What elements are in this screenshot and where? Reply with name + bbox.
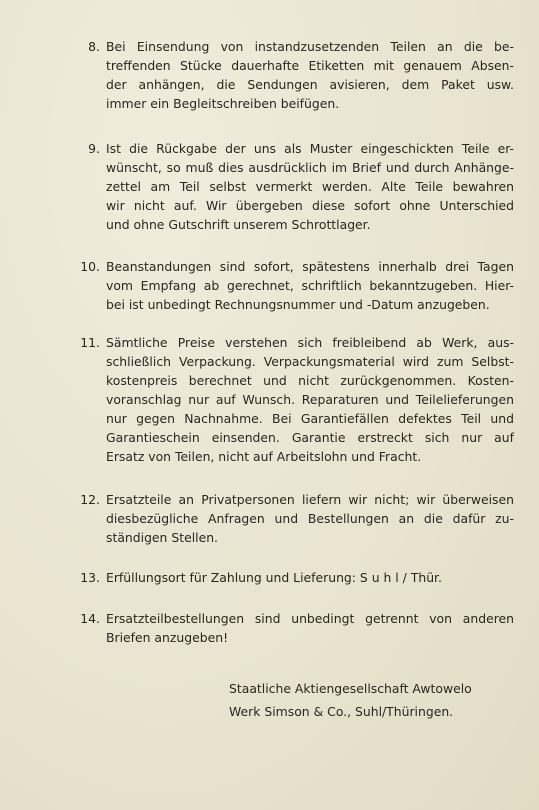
clause-number: 12. bbox=[80, 492, 100, 507]
text-line: schließlich Verpackung. Verpackungsmaterial wird zum Selbst- bbox=[106, 354, 514, 369]
text-line: wir nicht auf. Wir übergeben diese sofort ohne Unterschied bbox=[106, 198, 514, 213]
clause-text bbox=[106, 257, 514, 314]
clause-text bbox=[106, 37, 514, 113]
text-line: Garantieschein einsenden. Garantie erstreckt sich nur auf bbox=[106, 430, 514, 445]
text-line: und ohne Gutschrift unserem Schrottlager. bbox=[106, 217, 371, 232]
text-line: nur gegen Nachnahme. Bei Garantiefällen defektes Teil und bbox=[106, 411, 514, 426]
text-line: immer ein Begleitschreiben beifügen. bbox=[106, 96, 340, 111]
clause-number: 13. bbox=[80, 570, 100, 585]
text-line: Ersatzteile an Privatpersonen liefern wir nicht; wir überweisen bbox=[106, 492, 514, 507]
clause-text bbox=[106, 609, 514, 647]
signature-block bbox=[229, 677, 472, 723]
text-line: bei ist unbedingt Rechnungsnummer und -Datum anzugeben. bbox=[106, 297, 490, 312]
text-line: ständigen Stellen. bbox=[106, 530, 218, 545]
clause-text bbox=[106, 139, 514, 234]
clause-number: 9. bbox=[88, 141, 100, 156]
clause-text bbox=[106, 490, 514, 547]
text-line: treffenden Stücke dauerhafte Etiketten mit genauem Absen- bbox=[106, 58, 514, 73]
text-line: Briefen anzugeben! bbox=[106, 630, 229, 645]
text-line: Beanstandungen sind sofort, spätestens innerhalb drei Tagen bbox=[106, 259, 514, 274]
text-line: kostenpreis berechnet und nicht zurückgenommen. Kosten- bbox=[106, 373, 514, 388]
text-line: Ist die Rückgabe der uns als Muster eingeschickten Teile er- bbox=[106, 141, 514, 156]
clause-text bbox=[106, 568, 514, 587]
text-line: wünscht, so muß dies ausdrücklich im Brief und durch Anhänge- bbox=[106, 160, 514, 175]
clause-number: 14. bbox=[80, 611, 100, 626]
text-line: vom Empfang ab gerechnet, schriftlich bekanntzugeben. Hier- bbox=[106, 278, 514, 293]
clause-number: 10. bbox=[80, 259, 100, 274]
clause-text bbox=[106, 333, 514, 466]
clause-number: 8. bbox=[88, 39, 100, 54]
text-line: Erfüllungsort für Zahlung und Lieferung: S u h l / Thür. bbox=[106, 570, 442, 585]
signature-company: Staatliche Aktiengesellschaft Awtowelo bbox=[229, 681, 472, 696]
signature-works: Werk Simson & Co., Suhl/Thüringen. bbox=[229, 704, 454, 719]
text-line: Bei Einsendung von instandzusetzenden Teilen an die be- bbox=[106, 39, 514, 54]
text-line: zettel am Teil selbst vermerkt werden. Alte Teile bewahren bbox=[106, 179, 514, 194]
clause-number: 11. bbox=[80, 335, 100, 350]
text-line: Sämtliche Preise verstehen sich freibleibend ab Werk, aus- bbox=[106, 335, 514, 350]
text-line: Ersatz von Teilen, nicht auf Arbeitslohn und Fracht. bbox=[106, 449, 422, 464]
text-line: Ersatzteilbestellungen sind unbedingt getrennt von anderen bbox=[106, 611, 514, 626]
text-line: diesbezügliche Anfragen und Bestellungen an die dafür zu- bbox=[106, 511, 514, 526]
text-line: voranschlag nur auf Wunsch. Reparaturen und Teilelieferungen bbox=[106, 392, 514, 407]
text-line: der anhängen, die Sendungen avisieren, dem Paket usw. bbox=[106, 77, 514, 92]
